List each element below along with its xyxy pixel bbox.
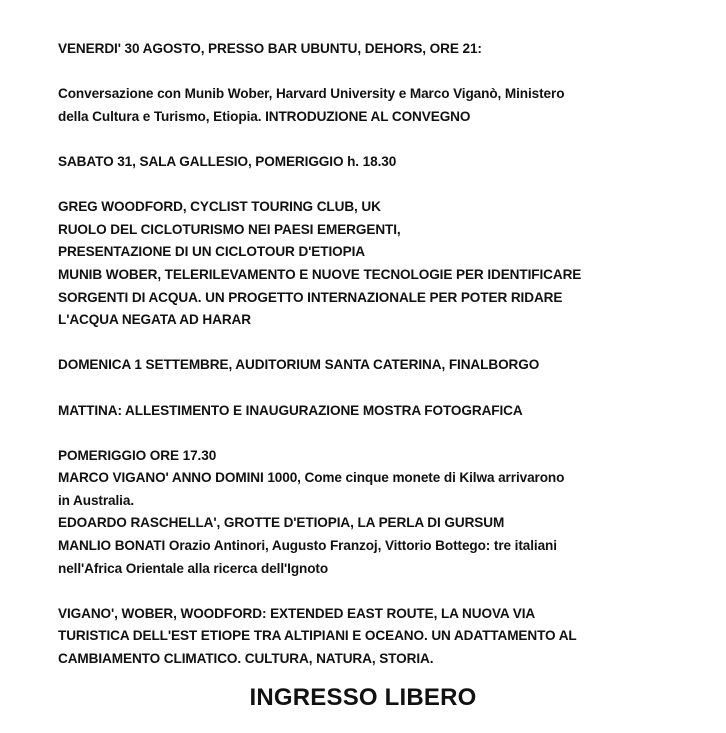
afternoon-talk-line: EDOARDO RASCHELLA', GROTTE D'ETIOPIA, LA PERLA DI GURSUM: [58, 515, 505, 531]
friday-section: [58, 38, 698, 61]
afternoon-talk-line: POMERIGGIO ORE 17.30: [58, 447, 217, 463]
saturday-talks: [58, 196, 698, 332]
friday-desc-line: della Cultura e Turismo, Etiopia. INTRODUZIONE AL CONVEGNO: [58, 108, 471, 124]
saturday-header: SABATO 31, SALA GALLESIO, POMERIGGIO h. 18.30: [58, 153, 397, 169]
afternoon-talks: [58, 445, 698, 581]
free-entry-banner: INGRESSO LIBERO: [249, 684, 477, 711]
saturday-section: [58, 151, 698, 174]
afternoon-talk-line: MARCO VIGANO' ANNO DOMINI 1000, Come cinque monete di Kilwa arrivarono: [58, 470, 565, 486]
saturday-talk-line: L'ACQUA NEGATA AD HARAR: [58, 312, 251, 328]
closing-section: [58, 603, 698, 671]
program-text: [58, 38, 698, 693]
afternoon-talk-line: MANLIO BONATI Orazio Antinori, Augusto Franzoj, Vittorio Bottego: tre italiani: [58, 538, 557, 554]
closing-line: TURISTICA DELL'EST ETIOPE TRA ALTIPIANI E OCEANO. UN ADATTAMENTO AL: [58, 628, 577, 644]
morning-line: MATTINA: ALLESTIMENTO E INAUGURAZIONE MOSTRA FOTOGRAFICA: [58, 402, 523, 418]
sunday-section: [58, 354, 698, 377]
closing-line: CAMBIAMENTO CLIMATICO. CULTURA, NATURA, STORIA.: [58, 651, 434, 667]
morning-section: [58, 400, 698, 423]
saturday-talk-line: SORGENTI DI ACQUA. UN PROGETTO INTERNAZIONALE PER POTER RIDARE: [58, 289, 563, 305]
friday-description: [58, 83, 698, 128]
saturday-talk-line: PRESENTAZIONE DI UN CICLOTOUR D'ETIOPIA: [58, 244, 365, 260]
friday-desc-line: Conversazione con Munib Wober, Harvard University e Marco Viganò, Ministero: [58, 86, 565, 102]
afternoon-talk-line: nell'Africa Orientale alla ricerca dell'Ignoto: [58, 560, 329, 576]
saturday-talk-line: MUNIB WOBER, TELERILEVAMENTO E NUOVE TECNOLOGIE PER IDENTIFICARE: [58, 266, 582, 282]
closing-line: VIGANO', WOBER, WOODFORD: EXTENDED EAST ROUTE, LA NUOVA VIA: [58, 605, 536, 621]
saturday-talk-line: GREG WOODFORD, CYCLIST TOURING CLUB, UK: [58, 199, 381, 215]
sunday-header: DOMENICA 1 SETTEMBRE, AUDITORIUM SANTA CATERINA, FINALBORGO: [58, 357, 540, 373]
friday-header: VENERDI' 30 AGOSTO, PRESSO BAR UBUNTU, DEHORS, ORE 21:: [58, 41, 482, 56]
afternoon-talk-line: in Australia.: [58, 492, 135, 508]
saturday-talk-line: RUOLO DEL CICLOTURISMO NEI PAESI EMERGENTI,: [58, 221, 401, 237]
